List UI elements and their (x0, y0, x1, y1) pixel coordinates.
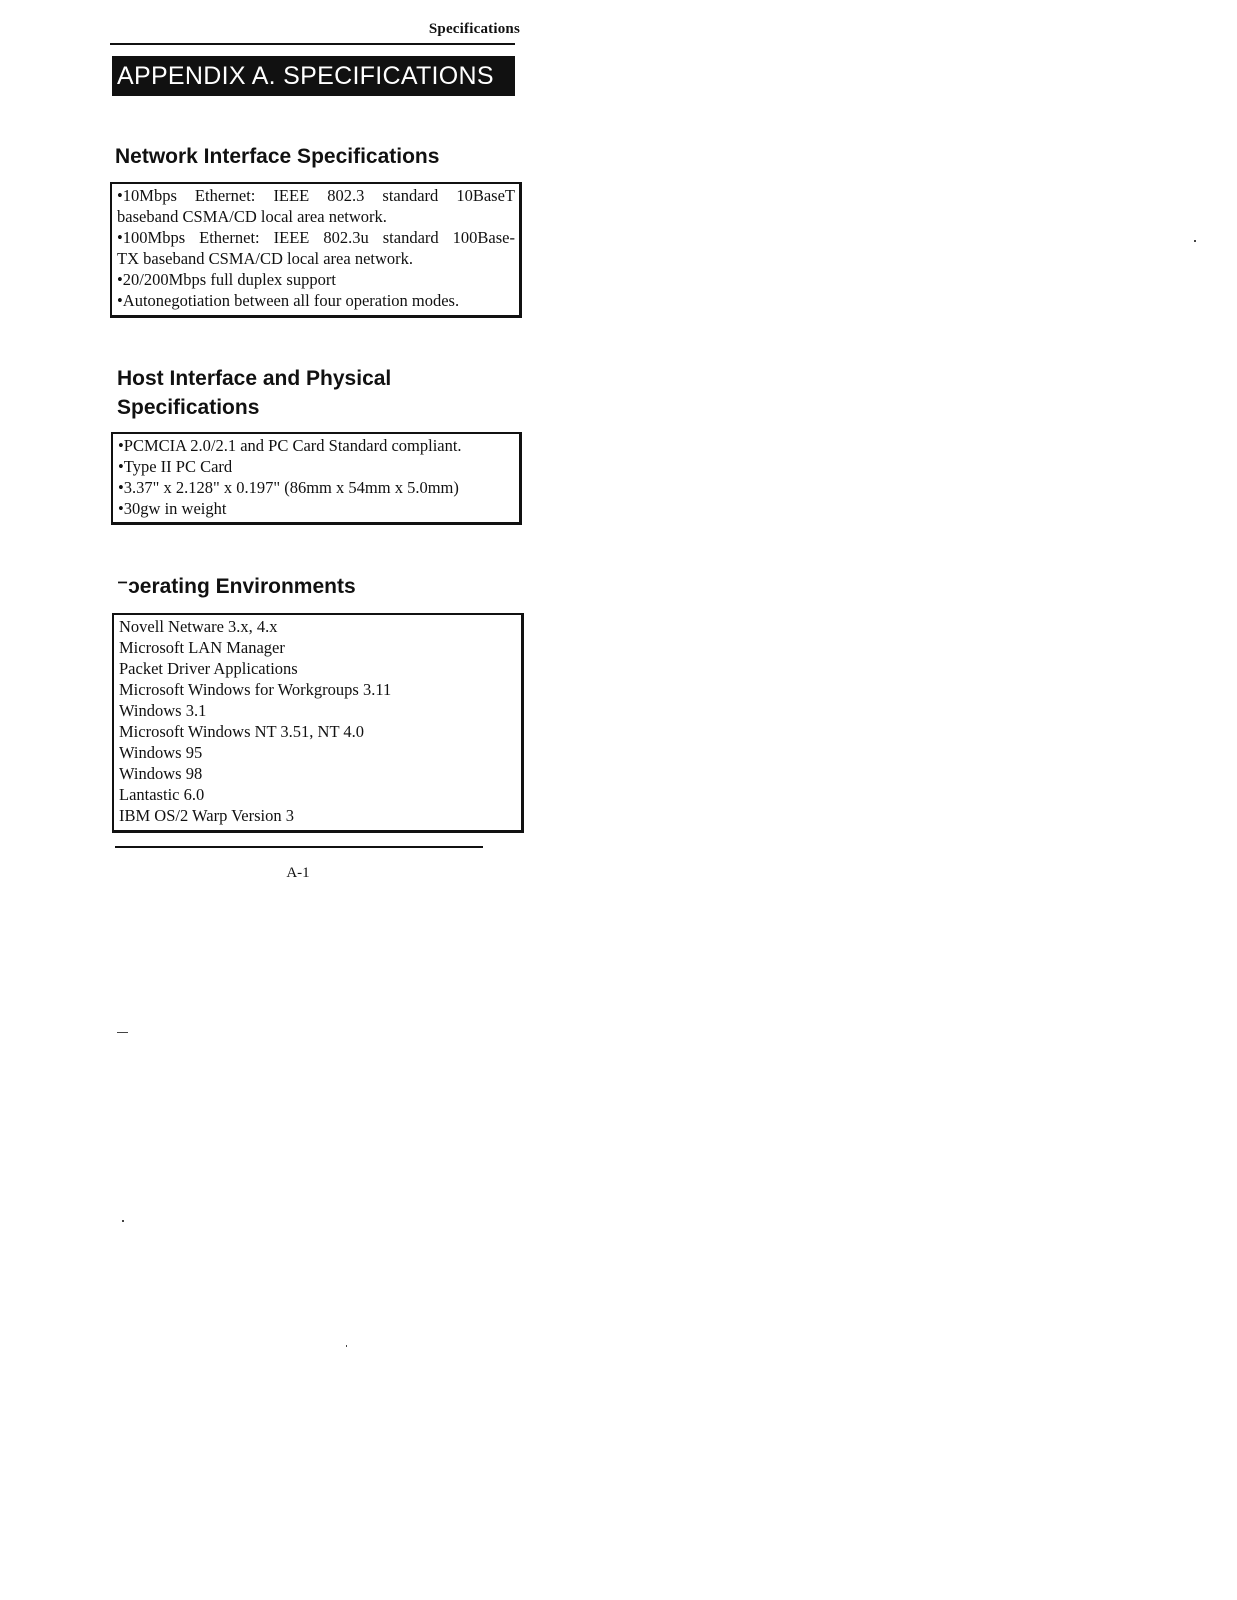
network-spec-line: •20/200Mbps full duplex support (117, 270, 336, 289)
network-spec-line: •100Mbps Ethernet: IEEE 802.3u standard 100Base- (117, 228, 515, 247)
environment-item: Microsoft LAN Manager (119, 638, 285, 657)
environment-item: Packet Driver Applications (119, 659, 298, 678)
host-heading (117, 364, 497, 422)
environment-item: Windows 98 (119, 764, 203, 783)
footer-rule (115, 846, 483, 848)
environment-item: Microsoft Windows NT 3.51, NT 4.0 (119, 722, 365, 741)
network-spec-box (110, 182, 522, 318)
environment-item: Lantastic 6.0 (119, 785, 205, 804)
scan-speck (117, 1032, 128, 1033)
environment-item: Windows 95 (119, 743, 203, 762)
host-spec-line: •30gw in weight (118, 499, 227, 518)
host-heading-line: Specifications (117, 396, 260, 419)
environment-item: IBM OS/2 Warp Version 3 (119, 806, 294, 825)
host-spec-line: •3.37" x 2.128" x 0.197" (86mm x 54mm x 5.0mm) (118, 478, 459, 497)
environments-box (112, 613, 524, 833)
running-header: Specifications (428, 21, 520, 37)
network-spec-line: TX baseband CSMA/CD local area network. (117, 249, 414, 268)
network-spec-line: •10Mbps Ethernet: IEEE 802.3 standard 10BaseT (117, 186, 515, 205)
host-spec-box (111, 432, 522, 525)
environment-item: Windows 3.1 (119, 701, 207, 720)
environment-item: Novell Netware 3.x, 4.x (119, 617, 278, 636)
appendix-banner: APPENDIX A. SPECIFICATIONS (112, 56, 515, 96)
scan-speck (346, 1345, 347, 1347)
environment-item: Microsoft Windows for Workgroups 3.11 (119, 680, 392, 699)
scan-speck (1194, 240, 1196, 242)
network-heading: Network Interface Specifications (115, 145, 440, 168)
host-heading-line: Host Interface and Physical (117, 367, 392, 390)
host-spec-line: •PCMCIA 2.0/2.1 and PC Card Standard compliant. (118, 436, 462, 455)
host-spec-line: •Type II PC Card (118, 457, 233, 476)
network-spec-line: •Autonegotiation between all four operation modes. (117, 291, 460, 310)
scan-speck (122, 1220, 124, 1222)
network-spec-line: baseband CSMA/CD local area network. (117, 207, 387, 226)
environments-heading: ⁻ɔerating Environments (117, 575, 356, 598)
page-number: A-1 (286, 865, 310, 881)
header-rule (110, 43, 515, 45)
